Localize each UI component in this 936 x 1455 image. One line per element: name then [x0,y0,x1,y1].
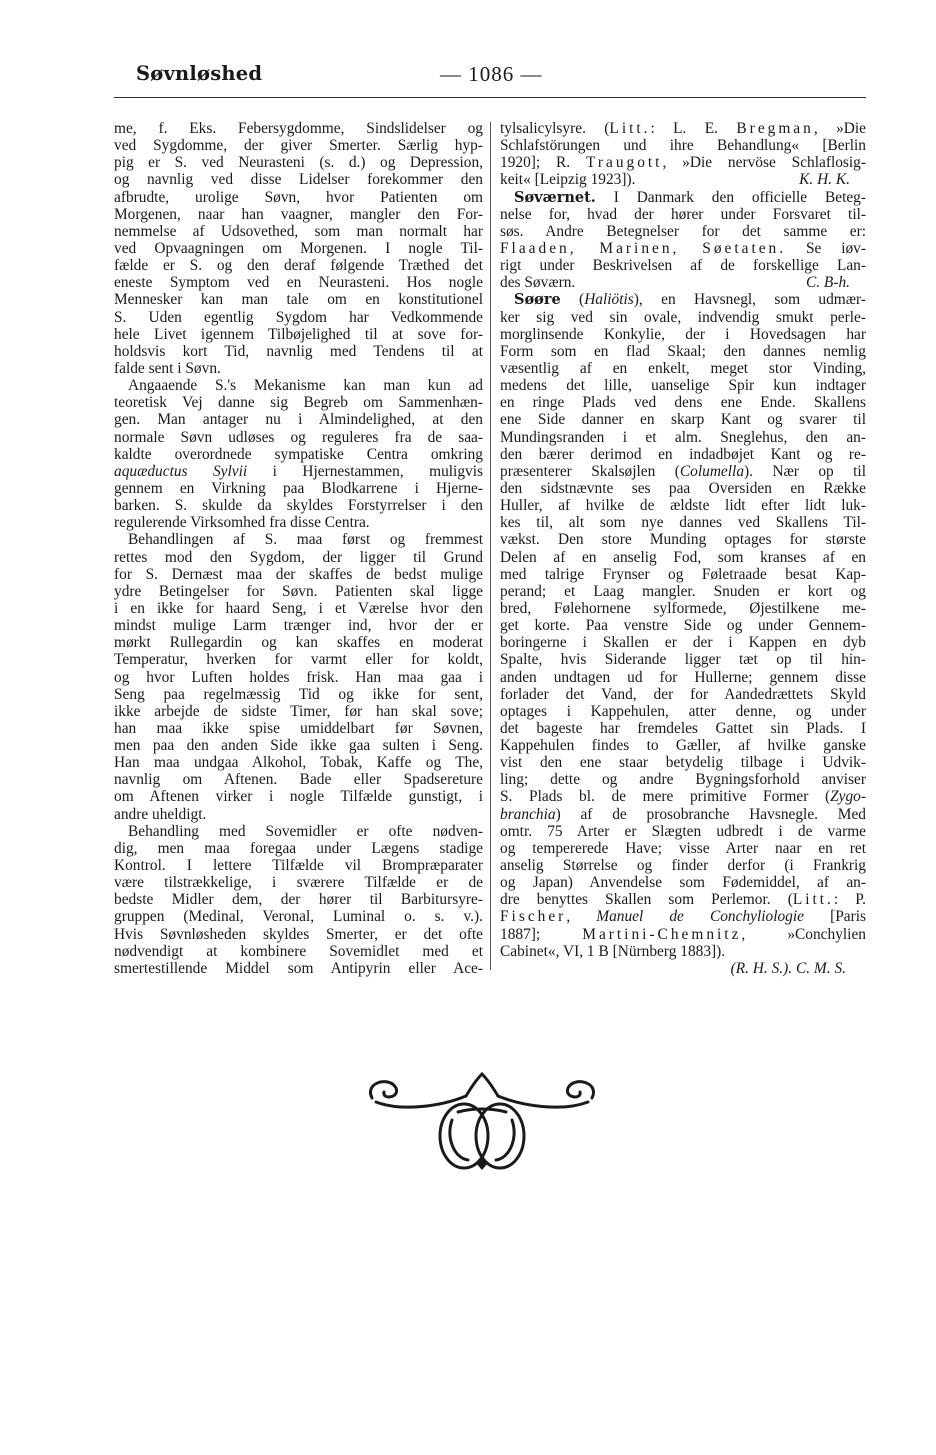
text-line: aquæductus Sylvii i Hjernestammen, muligvis [114,462,483,480]
text-line: være tilstrækkelige, i sværere Tilfælde er de [114,874,483,892]
text-line: nødvendigt at kombinere Sovemidlet med et [114,942,483,960]
text-line: falde sent i Søvn. [114,359,221,377]
text-line: men paa den anden Side ikke gaa sulten i Seng. [114,737,483,755]
text-line: Fischer, Manuel de Conchyliologie [Paris [500,908,866,926]
text-line: den bærer derimod en indadbøjet Kant og re- [500,445,866,463]
text-line: han maa ikke spise umiddelbart før Søvnen, [114,719,483,737]
text-line: des Søværn. C. B-h. [500,274,866,291]
text-line: normale Søvn udløses og reguleres fra de saa- [114,428,483,446]
text-line: teoretisk Vej danne sig Begreb om Sammenhæn- [114,394,483,412]
text-line: 1887]; Martini-Chemnitz, »Conchylien [500,925,866,943]
text-line: get korte. Paa venstre Side og under Gennem- [500,617,866,635]
text-line: gruppen (Medinal, Veronal, Luminal o. s. v.). [114,908,483,926]
text-line: eneste Symptom ved en Neurasteni. Hos nogle [114,274,483,292]
text-line: S. Plads bl. de mere primitive Former (Zygo- [500,788,866,806]
text-line: anselig Størrelse og finder derfor (i Frankrig [500,857,866,875]
left-column [114,120,483,977]
entry-headword: Søværnet. [514,188,596,206]
text-line: S. Uden egentlig Sygdom har Vedkommende [114,308,483,326]
text-line: ker sig ved sin ovale, indvendig smukt perle- [500,308,866,326]
text-line: vækst. Den store Munding optages for største [500,531,866,549]
text-line: og tempererede Have; visse Arter naar en ret [500,839,866,857]
text-line: for S. Dernæst maa der skaffes de bedst mulige [114,565,483,583]
text-line: gen. Man antager nu i Almindelighed, at den [114,411,483,429]
text-line: holdsvis kort Tid, navnlig med Tendens til at [114,342,483,360]
text-line: rettes mod den Sygdom, der ligger til Grund [114,548,483,566]
text-line: mindst mulige Larm trænger ind, hvor der er [114,617,483,635]
text-line: Han maa undgaa Alkohol, Tobak, Kaffe og The, [114,754,483,772]
text-line: perand; et Laag mangler. Snuden er kort og [500,582,866,600]
text-line: Morgenen, naar han vaagner, mangler den For- [114,205,483,223]
text-line: det bageste har fremdeles Gattet sin Plads. I [500,719,866,737]
entry-soevaernet: Søværnet. I Danmark den officielle Beteg- [514,188,866,206]
text-line: Delen af en anselig Fod, som kranses af en [500,548,866,566]
text-line: dre benyttes Skallen som Perlemor. (Litt.: P. [500,891,866,909]
text-line: og Japan) Anvendelse som Fødemiddel, af an- [500,874,866,892]
page-number: — 1086 — [440,62,543,86]
text-line: ydre Betingelser for Søvn. Patienten skal ligge [114,582,483,600]
text-line: præsenterer Skalsøjlen (Columella). Nær op til [500,462,866,480]
text-line: vist den ene staar betydelig tilbage i Udvik- [500,754,866,772]
text-line: keit« [Leipzig 1923]). K. H. K. [500,171,866,188]
text-line: 1920]; R. Traugott, »Die nervöse Schlaflosig- [500,154,867,172]
text-line: navnlig om Aftenen. Bade eller Spadsereture [114,771,483,789]
text-line: kaldte overordnede sympatiske Centra omkring [114,445,483,463]
text-line: tylsalicylsyre. (Litt.: L. E. Bregman, »Die [500,120,866,137]
text-line: med talrige Frynser og Føletraade besat Kap- [500,565,866,583]
text-line: en ringe Plads ved dens ene Ende. Skallens [500,394,866,412]
text-line: mørkt Rullegardin og kan skaffes en moderat [114,634,483,652]
text-line: Huller, af hvilke de ældste lidt efter lidt luk- [500,497,866,515]
text-line: kes til, alt som nye dannes ved Skallens Til- [500,514,866,532]
text-line: afbrudte, urolige Søvn, hvor Patienten om [114,188,483,206]
text-line: nelse for, hvad der hører under Forsvaret til- [500,205,866,223]
text-line: fælde er S. og den deraf følgende Træthed det [114,257,483,275]
text-line: om Aftenen virker i nogle Tilfælde gunstigt, i [114,788,483,806]
text-line: Schlafstörungen und ihre Behandlung« [Berlin [500,137,866,155]
text-line: gennem en Virkning paa Blodkarrene i Hjerne- [114,479,483,497]
header-rule [114,97,866,98]
text-line: hele Livet igennem Tilbøjelighed til at sove for- [114,325,483,343]
text-line: bedste Midler dem, der hører til Barbitursyre- [114,891,483,909]
author-signature: (R. H. S.). C. M. S. [730,959,846,977]
text-line: barken. S. skulde da skyldes Forstyrrelser i den [114,497,483,515]
text-line: pig er S. ved Neurasteni (s. d.) og Depression, [114,154,483,172]
text-line: Hvis Søvnløsheden skyldes Smerter, er det ofte [114,925,483,943]
text-line: Spalte, hvis Siderande ligger tæt op til hin- [500,651,866,669]
text-line: bred, Følehornene sylformede, Øjestilkene me- [500,599,866,617]
text-line: forlader det Vand, der for Aandedrættets Skyld [500,685,866,703]
entry-soeoere: Søøre (Haliötis), en Havsnegl, som udmær- [514,291,866,309]
text-line: ved Opvaagningen om Morgenen. I nogle Til- [114,239,483,257]
text-line: og navnlig ved disse Lidelser forekommer den [114,171,483,189]
text-line: morglinsende Konkylie, der i Hovedsagen har [500,325,866,343]
text-line: boringerne i Skallen er der i Kappen en dyb [500,634,866,652]
text-line: anden undtagen ud for Hullerne; gennem disse [500,668,866,686]
text-line: Temperatur, hverken for varmt eller for koldt, [114,651,483,669]
text-line: i en ikke for haard Seng, i et Værelse hvor den [114,599,483,617]
text-line: og hvor Luften holdes frisk. Han maa gaa i [114,668,483,686]
text-line: ene Side danner en skarp Kant og svarer til [500,411,866,429]
text-line: Mundingsranden i et alm. Sneglehus, den an- [500,428,866,446]
text-line: rigt under Beskrivelsen af de forskellige Lan- [500,257,866,275]
text-line: omtr. 75 Arter er Slægten udbredt i de varme [500,822,866,840]
text-line: me, f. Eks. Febersygdomme, Sindslidelser og [114,120,483,137]
text-line: ling; dette og andre Bygningsforhold anviser [500,771,866,789]
text-line: andre uheldigt. [114,805,207,823]
text-line: ved Sygdomme, der giver Smerter. Særlig hyp- [114,137,483,155]
text-line: optages i Kappehulen, atter denne, og under [500,702,866,720]
text-line: dig, men maa foregaa under Lægens stadige [114,839,483,857]
decorative-tailpiece-icon [362,1068,602,1176]
text-line: Kontrol. I lettere Tilfælde vil Brompræparater [114,857,483,875]
text-line: søs. Andre Betegnelser for det samme er: [500,222,866,240]
text-line: den sidstnævnte ses paa Oversiden en Række [500,479,866,497]
column-divider [490,122,491,970]
entry-headword: Søøre [514,291,561,309]
text-line: Mennesker kan man tale om en konstitutionel [114,291,483,309]
text-line: Angaaende S.'s Mekanisme kan man kun ad [128,377,483,395]
text-line: Form som en flad Skaal; den dannes nemlig [500,342,866,360]
text-line: Cabinet«, VI, 1 B [Nürnberg 1883]). [500,942,726,960]
text-line: branchia) af de prosobranche Havsnegle. Med [500,805,866,823]
text-line: ikke arbejde de sidste Timer, før han skal sove; [114,702,483,720]
author-signature: K. H. K. [799,171,850,189]
text-line: Behandling med Sovemidler er ofte nødven- [128,822,483,840]
text-line: væsentlig af en enkelt, meget stor Vinding, [500,359,866,377]
text-line: Behandlingen af S. maa først og fremmest [128,531,483,549]
running-head: Søvnløshed [136,62,263,85]
text-line: medens det lille, uanselige Spir kun indtager [500,377,866,395]
text-line: Seng paa regelmæssig Tid og ikke for sent, [114,685,483,703]
right-column [500,120,866,977]
text-line: nemmelse af Udsovethed, som man normalt har [114,222,483,240]
text-line: regulerende Virksomhed fra disse Centra. [114,514,370,532]
text-line: Flaaden, Marinen, Søetaten. Se iøv- [500,239,866,257]
text-line: Kappehulen findes to Gæller, af hvilke ganske [500,737,866,755]
author-signature: C. B-h. [805,274,850,292]
text-line: smertestillende Middel som Antipyrin eller Ace- [114,959,483,977]
